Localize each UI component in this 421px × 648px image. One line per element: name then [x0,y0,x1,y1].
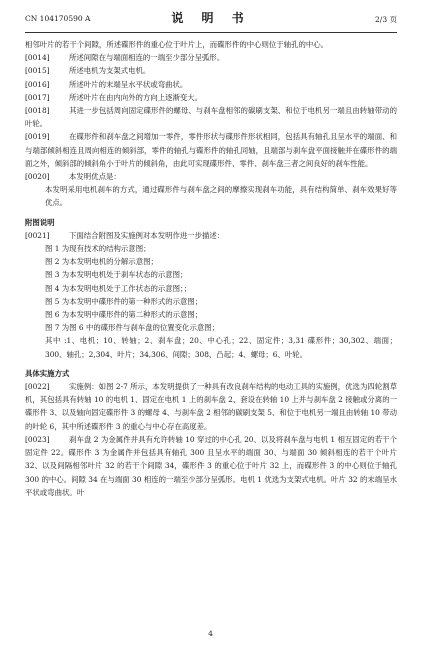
document-number: CN 104170590 A [25,14,91,23]
drawings-heading: 附图说明 [25,217,55,227]
figure-caption: 图 6 为本发明中碟形件的第二种形式的示意图； [45,310,203,320]
paragraph-0017 [25,91,397,104]
paragraph-number: [0014] [25,53,50,63]
paragraph-0014 [25,51,397,64]
reference-legend: 其中 :1、电机；10、转轴；2、刹车盘；20、中心孔；22、固定件；3,31 碟形件；30,302、端面；300、轴孔；2,304、叶片；34,306、间隙；308、凸起；4、螺母；6、叶轮。 [45,336,397,359]
paragraph-text: 下面结合附图及实施例对本发明作进一步描述： [69,230,225,240]
paragraph-text: 所述电机为支架式电机。 [69,66,151,76]
page-title: 说 明 书 [171,11,251,25]
paragraph-number: [0023] [25,434,50,444]
paragraph-0023 [25,433,397,499]
advantage-text: 本发明采用电机刹车的方式，通过碟形件与刹车盘之间的摩擦实现刹车功能，具有结构简单、刹车效果好等优点。 [45,185,397,208]
paragraph-text: 所述间隙在与端面相连的一端至少部分呈弧形。 [69,53,225,63]
figure-caption: 图 5 为本发明中碟形件的第一种形式的示意图； [45,296,203,306]
figure-caption: 图 4 为本发明电机处于工作状态的示意图；； [45,283,192,293]
paragraph-0016 [25,78,397,91]
figure-caption: 图 7 为图 6 中的碟形件与刹车盘的位置变化示意图； [45,323,220,333]
paragraph-0022 [25,380,397,433]
page-number: 4 [208,629,213,638]
figure-caption: 图 3 为本发明电机处于刹车状态的示意图； [45,270,188,280]
paragraph-text: 本发明优点是： [69,172,121,182]
paragraph-text: 刹车盘 2 为金属件并具有允许转轴 10 穿过的中心孔 20、以及将刹车盘与电机 1 相互固定的若干个固定件 22。碟形件 3 为金属件并包括具有轴孔 300 且呈水平的端面 30、与端面 30 倾斜相连的若干个叶片 32、以及间隔相邻叶片 32 的若干个间隙 34，碟形件 3 的重心位于叶片 32 上，而碟形件 3 的中心则位于轴孔 300 的中心。间隙 34 在与端面 30 相连的一端至少部分呈弧形。电机 1 优选为支架式电机。叶片 32 的末端呈水平状或弯曲状。叶 [25,434,397,497]
paragraph-number: [0020] [25,172,50,182]
paragraph-number: [0019] [25,132,50,142]
paragraph-number: [0015] [25,66,50,76]
paragraph-number: [0016] [25,79,50,89]
paragraph-number: [0018] [25,106,50,116]
paragraph-text: 所述叶片在由内向外的方向上逐渐变大。 [69,92,203,102]
intro-text: 相邻叶片的若干个间隙，所述碟形件的重心位于叶片上，而碟形件的中心则位于轴孔的中心。 [25,40,329,49]
paragraph-number: [0021] [25,230,50,240]
paragraph-text: 其进一步包括周向固定碟形件的螺母、与刹车盘相邻的碳刷支架、和位于电机另一端且由转轴带动的叶轮。 [25,106,397,129]
header-divider [25,32,397,33]
paragraph-0018 [25,104,397,130]
paragraph-text: 所述叶片的末端呈水平状或弯曲状。 [69,79,188,89]
paragraph-text: 在碟形件和刹车盘之间增加一零件，零件形状与碟形件形状相同，包括具有轴孔且呈水平的端面、和与端部倾斜相连且周向相连的倾斜部，零件的轴孔与碟形件的轴孔同轴，且端部与刹车盘平面接触并在碟形件的端面之外，倾斜部的倾斜角小于叶片的倾斜角，由此可实现碟形件、零件、刹车盘三者之间良好的刹车性能。 [25,132,397,168]
page-count: 2/3 页 [375,15,397,24]
embodiment-heading: 具体实施方式 [25,368,70,378]
figure-caption: 图 1 为现有技术的结构示意图； [45,244,151,254]
paragraph-0019 [25,130,397,170]
paragraph-number: [0022] [25,382,50,392]
patent-page [0,8,421,648]
figure-caption: 图 2 为本发明电机的分解示意图； [45,257,158,267]
paragraph-0020 [25,170,397,183]
paragraph-0015 [25,64,397,77]
paragraph-0021 [25,229,397,242]
paragraph-number: [0017] [25,92,50,102]
paragraph-text: 实施例：如图 2-7 所示，本发明提供了一种具有改良刹车结构的电动工具的实施例，优选为四轮割草机，其包括具有转轴 10 的电机 1、固定在电机 1 上的刹车盘 2、套设在转轴 10 上并与刹车盘 2 接触或分离的一碟形件 3、以及轴向固定碟形件 3 的螺母 4、与刹车盘 2 相邻的碳刷支架 5、和位于电机另一端且由转轴 10 带动的叶轮 6，其中所述碟形件 3 的重心与中心存在高度差。 [25,382,397,431]
page-header [25,8,397,28]
document-body [25,38,397,499]
